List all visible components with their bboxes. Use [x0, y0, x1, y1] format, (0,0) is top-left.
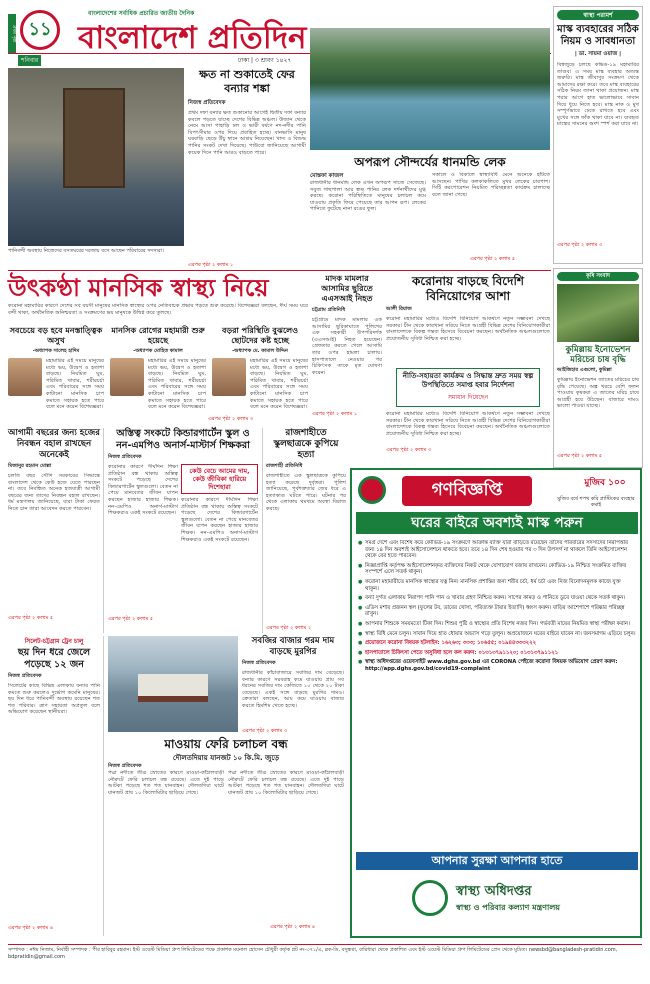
date-bn: ঢাকা | ৩ শ্রাবণ ১৪২৭	[238, 57, 292, 64]
health-advice-box	[553, 6, 643, 264]
sylhet-article	[8, 636, 104, 936]
flood-caption: পানিবন্দী অবস্থায় নিজেদের বসতঘরের দরজায় বসে আছেন পরিবারের সদস্যরা।	[8, 248, 164, 254]
mental-col-3	[212, 326, 308, 410]
notice-item-7: ● স্বাস্থ্য বিধি মেনে চলুন। সাবান দিয়ে হাত ধোয়ার অভ্যাস গড়ে তুলুন। অপ্রয়োজনে ঘরের বাইরে যাবেন না। জনসমাগম এড়িয়ে চলুন।	[358, 631, 636, 638]
notice-item-10: ● স্বাস্থ্য অধিদপ্তরের ওয়েবসাইট www.dghs.gov.bd এর CORONA পেইজে করোনা বিষয়ক অভিযোগ প্রেরণ করুন: http://app.dghs.gov.bd/covid19-complaint	[358, 659, 636, 672]
hajj-headline: আগামী বছরের জন্য হজের নিবন্ধন বহাল রাখছেন অনেকেই	[8, 428, 100, 460]
mental-col-2-body: মহামারির এই সময়ে মানুষের মধ্যে ভয়, উদ্বেগ ও হতাশা বাড়ছে। নিয়মিত ঘুম, পরিমিত খাবার, শরীরচর্চা এবং পরিবারের সঙ্গে সময় কাটানো মানসিক চাপ কমাতে সহায়ক হতে পারে বলে মনে করেন বিশেষজ্ঞরা।	[148, 358, 206, 410]
kindergarten-article	[108, 428, 258, 633]
mujib-text: মুজিব বর্ষে শপথ করি প্লাস্টিকের ব্যবহার কমাই	[557, 496, 635, 508]
sylhet-byline: নিজস্ব প্রতিবেদক	[8, 673, 42, 679]
ferry-photo	[108, 636, 238, 732]
mental-col-3-byline: -অধ্যাপক মে. কামাল উদ্দিন	[232, 348, 288, 354]
lake-byline: মোস্তফা কাজল	[310, 173, 344, 179]
krishi-label: কৃষি সংবাদ	[557, 272, 639, 281]
chili-photo	[557, 284, 639, 342]
rajshahi-headline: রাজশাহীতে স্কুলছাত্রকে কুপিয়ে হত্যা	[273, 428, 339, 460]
hajj-byline: মিজানুর রহমান মোল্লা	[8, 463, 52, 469]
invest-article	[386, 274, 550, 464]
mask-banner: ঘরের বাইরে অবশ্যই মাস্ক পরুন	[356, 512, 638, 534]
mujib-logo: মুজিব ১০০	[584, 478, 626, 488]
ferry-shape	[138, 674, 208, 702]
krishi-continue[interactable]: এরপর পৃষ্ঠা ২ কলাম ৫	[557, 453, 603, 459]
notice-title: গণবিজ্ঞপ্তি	[402, 476, 532, 506]
ferry-body-2: পদ্মা নদীতে তীব্র স্রোতের কারণে মাওয়া-কাঁঠালবাড়ী নৌরুটে ফেরি চলাচল বন্ধ রয়েছে। এতে দুই পাড়ে আটকা পড়েছে শত শত যানবাহন। দৌলতদিয়া ঘাটে যানজট প্রায় ১০ কিলোমিটার ছাড়িয়ে গেছে।	[228, 770, 344, 796]
rajshahi-article	[262, 428, 346, 633]
notice-item-9: ● হাসপাতালে চিকিৎসা পেতে অসুবিধা হলে কল করুন: ০১৩১৩৭৯১১২০; ০১৩১৩৭৯১১২১	[358, 650, 636, 657]
flood-headline: ক্ষত না শুকাতেই ফের বন্যার শঙ্কা	[199, 68, 295, 95]
ministry-line-1: স্বাস্থ্য অধিদপ্তর	[456, 884, 532, 899]
sylhet-headline: ছয় দিন ধরে জেলে পড়েছে ১২ জন	[17, 647, 91, 670]
hajj-continue[interactable]: এরপর পৃষ্ঠা ২ কলাম ৫	[8, 615, 54, 621]
footer-imprint: সম্পাদক : নঈম নিজাম, নির্বাহী সম্পাদক : পীর হাবিবুর রহমান। ইস্ট ওয়েস্ট মিডিয়া গ্রুপ লিমিটেডের পক্ষে প্রকাশক ময়নাল হোসেন চৌধুরী কর্তৃক প্লট নং-৩৭১/এ, ব্লক-ডি, বসুন্ধরা, বারিধারা থেকে প্রকাশিত এবং ইস্ট ওয়েস্ট মিডিয়া গ্রুপ লিমিটেডের প্রেস থেকে মুদ্রিত। newsbd@bangladesh-pratidin.com, bdpratidin@gmail.com	[8, 947, 618, 960]
health-advice-label: স্বাস্থ্য পরামর্শ	[557, 10, 639, 20]
invest-continue[interactable]: এরপর পৃষ্ঠা ২ কলাম ৩	[386, 447, 432, 453]
expert-photo-3	[212, 358, 246, 396]
ministry-logo	[412, 880, 448, 916]
mental-continue[interactable]: এরপর পৃষ্ঠা ২ কলাম ৩	[208, 416, 254, 422]
mental-col-3-title: বড়রা পরিস্থিতি বুঝলেও ছোটদের কষ্ট হচ্ছে	[221, 326, 299, 345]
sylhet-kicker: সিলেট-চট্টগ্রাম ট্রেন চালু	[24, 638, 84, 645]
ferry-byline: নিজস্ব প্রতিবেদক	[108, 763, 142, 769]
lake-headline: অপরূপ সৌন্দর্যের ধানমন্ডি লেক	[354, 155, 506, 169]
health-advice-body: বিশ্বজুড়ে চলছে কভিড-১৯ মহামারির তাণ্ডব। এ সময় মাস্ক ব্যবহার অত্যন্ত জরুরি। মাস্ক জীবাণুর সংক্রমণ থেকে আমাদের রক্ষা করে। তবে মাস্ক ব্যবহারের সঠিক নিয়ম জানা থাকা প্রয়োজন। মাস্ক পরার আগে হাত ভালোভাবে সাবান দিয়ে ধুয়ে নিতে হবে। মাস্ক নাক ও মুখ সম্পূর্ণভাবে ঢেকে রাখতে হবে এবং মুখের সঙ্গে ফাঁক থাকা যাবে না। ব্যবহৃত মাস্কের সামনের অংশ স্পর্শ করা যাবে না।	[557, 62, 639, 128]
rajshahi-byline: রাজশাহী প্রতিনিধি	[266, 463, 303, 469]
invest-byline: আলী রিয়াজ	[386, 306, 412, 312]
mental-col-1-body: মহামারির এই সময়ে মানুষের মধ্যে ভয়, উদ্বেগ ও হতাশা বাড়ছে। নিয়মিত ঘুম, পরিমিত খাবার, শরীরচর্চা এবং পরিবারের সঙ্গে সময় কাটানো মানসিক চাপ কমাতে সহায়ক হতে পারে বলে মনে করেন বিশেষজ্ঞরা।	[46, 358, 104, 410]
paper-title: বাংলাদেশ প্রতিদিন	[78, 20, 307, 56]
mental-col-1	[8, 326, 104, 410]
expert-photo-1	[8, 358, 42, 396]
hajj-article	[8, 428, 104, 633]
notice-item-5: ● এডিস মশার প্রজনন স্থল (ফুলের টব, ডাবের খোসা, পরিত্যক্ত টায়ার ইত্যাদি) ধ্বংস করুন। বাড়ির আশেপাশে পরিষ্কার পরিচ্ছন্ন রাখুন।	[358, 605, 636, 618]
rajshahi-body: রাজশাহীতে এক স্কুলছাত্রকে কুপিয়ে হত্যা করেছে দুর্বৃত্তরা। পুলিশ জানিয়েছে, পূর্বশত্রুতার জের ধরে এ হত্যাকাণ্ড ঘটতে পারে। ঘটনার পর থেকে এলাকায় থমথমে অবস্থা বিরাজ করছে।	[266, 473, 346, 512]
mental-col-2	[110, 326, 206, 410]
notice-item-8: ● প্রয়োজনে করোনা বিষয়ক হটলাইন: ১৬২৬৩; ৩৩৩; ১০৬৫৫; ০১৯৪৪৩৩৩২২২	[358, 640, 636, 647]
notice-item-2: ● নিজ্ঞাপ্রাপ্তি কর্তৃপক্ষ আইসোলেশনকৃত ব্যক্তিদের নিকট থেকে যোগাযোগ বজায় রাখবেন। কোভিড-১৯ নিশ্চিত সংক্রমিত ব্যক্তির সংস্পর্শে এলে সতর্ক থাকুন।	[358, 563, 636, 576]
kindergarten-body-2: করোনার কারণে দীর্ঘদিন শিক্ষা প্রতিষ্ঠান বন্ধ থাকায় অস্তিত্ব সংকটে পড়েছে দেশের কিন্ডারগার্টেন স্কুলগুলো। বেতন না পেয়ে মানবেতর জীবন যাপন করছেন হাজার হাজার শিক্ষক। নন-এমপিও অনার্স-মাস্টার্স শিক্ষকরাও একই সংকটে রয়েছেন।	[181, 497, 258, 543]
invest-headline: করোনায় বাড়ছে বিদেশি বিনিয়োগের আশা	[412, 274, 524, 303]
flood-body: প্রথম দফা বন্যার ক্ষত শুকানোর আগেই দ্বিতীয় দফা বন্যার কবলে পড়তে যাচ্ছে দেশের বিভিন্ন অঞ্চল। উজান থেকে নেমে আসা পাহাড়ি ঢল ও ভারী বর্ষণে নদ-নদীর পানি বিপৎসীমার ওপর দিয়ে প্রবাহিত হচ্ছে। বানভাসি মানুষ ঘরবাড়ি ছেড়ে উঁচু স্থানে আশ্রয় নিয়েছেন। খাদ্য ও বিশুদ্ধ পানির সংকট দেখা দিয়েছে। পাউবো জানিয়েছে আগামী কয়েক দিনে পানি আরও বাড়তে পারে।	[188, 110, 306, 156]
mental-col-2-byline: -অধ্যাপক মোহিত কামাল	[133, 348, 183, 354]
mental-col-1-byline: -অধ্যাপক সালেহ হাদিম	[32, 348, 80, 354]
sylhet-body: সিলেটের কাছে বিভিন্ন এলাকায় বন্যার পানি কমতে শুরু করলেও দুর্ভোগ কমেনি মানুষের। ছয় দিন ধরে পানিবন্দী অবস্থায় রয়েছেন শত শত পরিবার। ত্রাণ সহায়তা অপ্রতুল বলে অভিযোগ করেছেন স্থানীয়রা।	[8, 683, 100, 716]
notice-item-6: ● আপনার শিশুকে সময়মতো টিকা দিন। শিশুর পুষ্টি ও স্বাস্থ্যের প্রতি বিশেষ নজর দিন। গর্ভবতী মায়ের নিয়মিত স্বাস্থ্য পরীক্ষা করান।	[358, 621, 636, 628]
health-advice-author: | ডা. সায়মা ওয়াজ |	[574, 51, 622, 57]
flood-continue[interactable]: এরপর পৃষ্ঠা ২ কলাম ১	[188, 262, 234, 268]
ferry-continue[interactable]: এরপর পৃষ্ঠা ২ কলাম ৪	[270, 924, 316, 930]
divider-rule	[8, 270, 551, 271]
mental-health-headline: উৎকণ্ঠা মানসিক স্বাস্থ্য নিয়ে	[8, 274, 269, 302]
health-advice-title: মাস্ক ব্যবহারের সঠিক নিয়ম ও সাবধানতা	[557, 24, 639, 47]
public-notice	[350, 468, 642, 938]
sylhet-continue[interactable]: এরপর পৃষ্ঠা ২ কলাম ৪	[8, 925, 54, 931]
ferry-body: পদ্মা নদীতে তীব্র স্রোতের কারণে মাওয়া-কাঁঠালবাড়ী নৌরুটে ফেরি চলাচল বন্ধ রয়েছে। এতে দুই পাড়ে আটকা পড়েছে শত শত যানবাহন। দৌলতদিয়া ঘাটে যানজট প্রায় ১০ কিলোমিটার ছাড়িয়ে গেছে।	[108, 770, 224, 796]
kindergarten-continue[interactable]: এরপর পৃষ্ঠা ২ কলাম ৫	[108, 616, 154, 622]
anniversary-badge	[20, 10, 60, 50]
notice-item-3: ● করোনা মহামারীতে মানসিক স্বাস্থ্যের যত্ন নিন। মানসিক প্রশান্তির জন্য শরীর চর্চা, ধর্ম চর্চা এবং নিজ বিনোদনমূলক কাজে যুক্ত থাকুন।	[358, 579, 636, 592]
invest-box-sub: সমাধান দিয়েছেন	[447, 394, 489, 401]
mental-health-section	[8, 274, 308, 424]
mental-col-3-body: মহামারির এই সময়ে মানুষের মধ্যে ভয়, উদ্বেগ ও হতাশা বাড়ছে। নিয়মিত ঘুম, পরিমিত খাবার, শরীরচর্চা এবং পরিবারের সঙ্গে সময় কাটানো মানসিক চাপ কমাতে সহায়ক হতে পারে বলে মনে করেন বিশেষজ্ঞরা।	[250, 358, 308, 410]
door-shape	[63, 88, 125, 188]
ministry-line-2: স্বাস্থ্য ও পরিবার কল্যাণ মন্ত্রণালয়	[456, 903, 560, 912]
notice-item-1: ● সমগ্র দেশে এবং বিশেষ করে কোভিড-১৯ সংক্রমণে আক্রান্ত ব্যক্তি যারা বাড়িতে রয়েছেন তাদের পরিবারের সদস্যদের নিরাপত্তার জন্য ১৪ দিন অবশ্যই আইসোলেশনে থাকতে হবে। তবে ১৪ দিন শেষ হওয়ার পর ৩ দিন উপসর্গ না থাকলে তিনি আইসোলেশন থেকে বের হতে পারবেন।	[358, 540, 636, 560]
hajj-body: চলতি বছর সৌদি সরকারের সিদ্ধান্তে বাংলাদেশ থেকে কেউ হজে যেতে পারছেন না। তবে নিবন্ধিত অনেক হজযাত্রী আগামী বছরের জন্য তাদের নিবন্ধন বহাল রাখছেন। ধর্ম মন্ত্রণালয় জানিয়েছে, যারা টাকা ফেরত নিতে চান তারা আবেদন করতে পারবেন।	[8, 473, 100, 512]
lake-body-2: সকালে ও বিকালে স্বাস্থ্যবিধি মেনে অনেকে হাঁটতে আসছেন। পাখির কলকাকলিতে মুখর লেকের চারপাশ। সিটি করপোরেশন নিয়মিত পরিচ্ছন্নতা কার্যক্রম চালাচ্ছে বলে জানা গেছে।	[432, 172, 550, 198]
krishi-title: কুমিল্লায় ইনোভেশন মরিচের চাষ বৃদ্ধি	[565, 345, 631, 365]
flood-photo	[8, 68, 184, 246]
madok-headline: মাদক মামলার আসামির ছুরিতে এএসআই নিহত	[321, 274, 373, 303]
side-label: প্রথম পৃষ্ঠা	[8, 14, 16, 54]
market-continue[interactable]: এরপর পৃষ্ঠা ২ কলাম ৩	[242, 728, 288, 734]
market-article	[242, 636, 344, 732]
invest-body-2: করোনা মহামারির মধ্যেও বিদেশি বিনিয়োগ আকর্ষণে নতুন সম্ভাবনা দেখছে সরকার। চীন থেকে কারখানা সরিয়ে নিতে আগ্রহী বিভিন্ন দেশের বিনিয়োগকারীরা বাংলাদেশকে বিকল্প গন্তব্য হিসেবে বিবেচনা করছেন। অর্থনৈতিক অঞ্চলগুলোতে প্রয়োজনীয় সুবিধা নিশ্চিত করা হচ্ছে।	[386, 411, 550, 437]
lake-photo	[310, 28, 550, 150]
lake-body-1: রাজধানীর ধানমন্ডি লেক এখন অপরূপ সাজে সেজেছে। সবুজ গাছপালা আর স্বচ্ছ পানির লেক দর্শনার্থীদের মুগ্ধ করছে। করোনা পরিস্থিতিতে মানুষের চলাচল কমে যাওয়ায় প্রকৃতি ফিরে পেয়েছে তার আপন রূপ। লেকের পানিতে ফুটেছে নানা রঙের ফুল।	[310, 180, 426, 213]
kindergarten-note: কেউ বেচে আমের দাম, কেউ জীবিকা হারিয়ে দিশেহারা	[181, 464, 258, 494]
market-headline: সবজির বাজার গরম দাম বাড়ছে মুরগির	[251, 636, 335, 657]
flood-byline: নিজস্ব প্রতিবেদক	[188, 100, 226, 106]
footer	[8, 944, 642, 978]
lake-continue[interactable]: এরপর পৃষ্ঠা ২ কলাম ৫	[470, 256, 516, 262]
notice-item-4: ● বন্যা দুর্গত এলাকায় নিরাপদ পানি পান ও খাবার গ্রহণ নিশ্চিত করুন। সাপের কামড় ও পানিতে ডুবে যাওয়া থেকে সতর্ক থাকুন।	[358, 595, 636, 602]
invest-box-text: নীতি-সহায়তা কার্যক্রম ও সিদ্ধান্ত দ্রুত সময় স্বল্প উপস্থিতিতে সমাপ্ত হবার নির্দেশনা	[402, 372, 534, 389]
govt-logo	[358, 476, 386, 504]
kindergarten-byline: নিজস্ব প্রতিবেদক	[108, 454, 142, 460]
kindergarten-headline: অস্তিত্ব সংকটে কিন্ডারগার্টেন স্কুল ও নন-এমপিও অনার্স-মাস্টার্স শিক্ষকরা	[116, 428, 250, 451]
mental-col-2-title: মানসিক রোগের মহামারী শুরু হয়েছে	[111, 326, 205, 345]
flood-article	[188, 68, 306, 268]
mental-health-intro: করোনা মহামারির কারণে দেশের সব বয়সী মানুষের মানসিক স্বাস্থ্যের ওপর নেতিবাচক প্রভাব পড়তে শুরু করেছে। বিশেষজ্ঞরা বলছেন, দীর্ঘ সময় ঘরে বন্দী থাকা, অর্থনৈতিক অনিশ্চয়তা ও সংক্রমণের ভয় মানুষকে উদ্বিগ্ন করে তুলছে।	[8, 303, 308, 316]
krishi-byline: আইজিহার এগুলো, কুমিল্লা	[557, 367, 612, 373]
madok-byline: চট্টগ্রাম প্রতিনিধি	[312, 307, 346, 313]
expert-photo-2	[110, 358, 144, 396]
kindergarten-body: করোনার কারণে দীর্ঘদিন শিক্ষা প্রতিষ্ঠান বন্ধ থাকায় অস্তিত্ব সংকটে পড়েছে দেশের কিন্ডারগার্টেন স্কুলগুলো। বেতন না পেয়ে মানবেতর জীবন যাপন করছেন হাজার হাজার শিক্ষক। নন-এমপিও অনার্স-মাস্টার্স শিক্ষকরাও একই সংকটে রয়েছেন।	[108, 464, 178, 517]
madok-article	[312, 274, 382, 424]
invest-body: করোনা মহামারির মধ্যেও বিদেশি বিনিয়োগ আকর্ষণে নতুন সম্ভাবনা দেখছে সরকার। চীন থেকে কারখানা সরিয়ে নিতে আগ্রহী বিভিন্ন দেশের বিনিয়োগকারীরা বাংলাদেশকে বিকল্প গন্তব্য হিসেবে বিবেচনা করছেন। অর্থনৈতিক অঞ্চলগুলোতে প্রয়োজনীয় সুবিধা নিশ্চিত করা হচ্ছে।	[386, 316, 550, 342]
ferry-subtitle: দৌলতদিয়ায় যানজট ১০ কি.মি. জুড়ে	[172, 754, 280, 762]
krishi-body: কুমিল্লায় ইনোভেশন জাতের মরিচের চাষ বৃদ্ধি পেয়েছে। অল্প খরচে বেশি ফলন পাওয়ায় কৃষকরা এ জাতের মরিচ চাষে আগ্রহী হয়ে উঠছেন। বাজারে দামও ভালো পাওয়া যাচ্ছে।	[557, 377, 639, 410]
madok-continue[interactable]: এরপর পৃষ্ঠা ২ কলাম ১	[312, 411, 358, 417]
health-advice-continue[interactable]: এরপর পৃষ্ঠা ২ কলাম ৩	[557, 242, 603, 248]
madok-body: চট্টগ্রামে মাদক মামলার এক আসামির ছুরিকাঘাতে পুলিশের এক সহকারী উপপরিদর্শক (এএসআই) নিহত হয়েছেন। গ্রেফতার করতে গেলে আসামি তার ওপর হামলা চালায়। হাসপাতালে নেওয়ার পর চিকিৎসক তাকে মৃত ঘোষণা করেন।	[312, 317, 382, 376]
market-body: রাজধানীর কাঁচাবাজারে সবজির দাম বেড়েছে। বন্যার কারণে সরবরাহ কমে যাওয়ায় প্রায় সব ধরনের সবজির দাম কেজিতে ১০ থেকে ২০ টাকা বেড়েছে। একই সঙ্গে বাড়ছে মুরগির দামও। ক্রেতারা বলছেন, আয় কমে যাওয়ায় বাজার করতে হিমশিম খেতে হচ্ছে।	[242, 670, 344, 709]
tagline: বাংলাদেশের সর্বাধিক প্রচারিত জাতীয় দৈনিক	[88, 10, 195, 17]
day: শনিবার	[18, 55, 41, 66]
rajshahi-continue[interactable]: এরপর পৃষ্ঠা ২ কলাম ২	[266, 625, 312, 631]
invest-box	[396, 368, 540, 407]
market-byline: নিজস্ব প্রতিবেদক	[242, 660, 276, 666]
mental-col-1-title: সবচেয়ে বড় হবে মনস্তাত্ত্বিক অসুখ	[9, 326, 103, 345]
protection-strip: আপনার সুরক্ষা আপনার হাতে	[356, 852, 638, 870]
notice-items	[358, 540, 636, 848]
krishi-box	[553, 268, 643, 468]
ferry-headline: মাওয়ায় ফেরি চলাচল বন্ধ	[164, 737, 288, 751]
badge-number: ১১	[28, 18, 52, 40]
